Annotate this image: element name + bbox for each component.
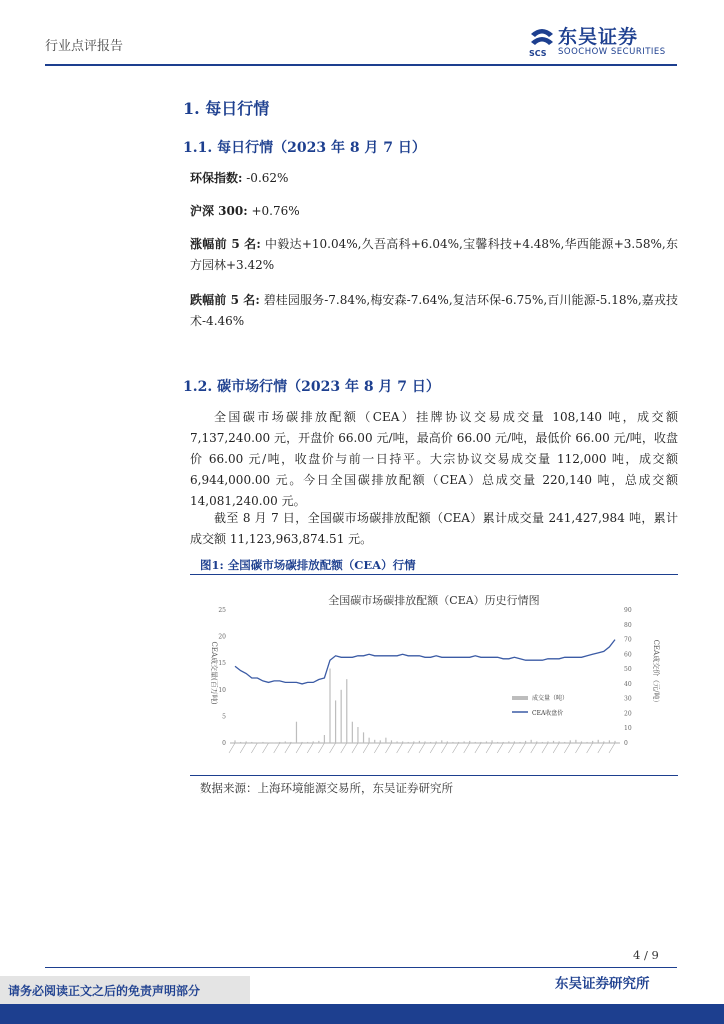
x-tick-mark — [341, 743, 347, 753]
volume-bar — [480, 742, 481, 743]
x-tick-mark — [330, 743, 336, 753]
cumulative-paragraph: 截至 8 月 7 日，全国碳市场碳排放配额（CEA）累计成交量 241,427,984 吨，累计成交额 11,123,963,874.51 元。 — [190, 511, 678, 546]
x-tick-mark — [229, 743, 235, 753]
right-tick-label: 0 — [624, 740, 628, 747]
right-tick-label: 20 — [624, 710, 632, 718]
x-tick-mark — [385, 743, 391, 753]
legend-price: CEA收盘价 — [532, 710, 564, 717]
x-tick-mark — [508, 743, 514, 753]
footer-org: 东吴证券研究所 — [555, 976, 650, 992]
x-tick-mark — [419, 743, 425, 753]
volume-bar — [564, 742, 565, 743]
volume-bar — [240, 742, 241, 743]
x-axis-tick-marks — [229, 743, 615, 753]
volume-bar — [464, 741, 465, 743]
volume-bar — [441, 740, 442, 743]
volume-bar — [296, 722, 297, 743]
volume-bar — [447, 741, 448, 743]
left-axis-ticks — [218, 607, 226, 747]
right-tick-label: 10 — [624, 725, 632, 733]
volume-bar — [614, 741, 615, 743]
volume-bar — [246, 741, 247, 743]
section-1-heading: 1. 每日行情 — [183, 99, 270, 118]
volume-bar — [413, 741, 414, 743]
volume-bar — [598, 740, 599, 743]
left-tick-label: 10 — [218, 686, 226, 694]
volume-bar — [335, 700, 336, 743]
volume-bar — [452, 742, 453, 743]
volume-bar — [396, 741, 397, 743]
volume-bar — [469, 741, 470, 743]
volume-bar — [575, 740, 576, 743]
volume-bar — [341, 690, 342, 743]
legend-volume: 成交量（吨） — [532, 695, 569, 702]
x-tick-mark — [251, 743, 257, 753]
volume-bars — [234, 669, 615, 743]
right-tick-label: 80 — [624, 621, 632, 629]
x-tick-mark — [441, 743, 447, 753]
volume-bar — [374, 740, 375, 743]
left-tick-label: 15 — [218, 660, 226, 668]
volume-bar — [352, 722, 353, 743]
x-tick-mark — [374, 743, 380, 753]
x-tick-mark — [531, 743, 537, 753]
right-tick-label: 30 — [624, 695, 632, 703]
x-tick-mark — [475, 743, 481, 753]
volume-bar — [436, 741, 437, 743]
x-tick-mark — [497, 743, 503, 753]
footer-divider — [45, 967, 677, 968]
logo-mark-icon — [527, 24, 557, 58]
volume-bar — [430, 742, 431, 743]
top-gainers-paragraph: 涨幅前 5 名: 中毅达+10.04%,久吾高科+6.04%,宝馨科技+4.48%,华西能源+3.58%,东方园林+3.42% — [190, 237, 678, 272]
x-tick-mark — [285, 743, 291, 753]
x-tick-mark — [430, 743, 436, 753]
volume-bar — [385, 738, 386, 743]
volume-bar — [570, 740, 571, 743]
volume-bar — [536, 741, 537, 743]
x-tick-mark — [564, 743, 570, 753]
price-line — [235, 640, 615, 684]
disclaimer-text: 请务必阅读正文之后的免责声明部分 — [8, 984, 201, 998]
volume-bar — [363, 732, 364, 743]
x-tick-mark — [363, 743, 369, 753]
volume-bar — [369, 738, 370, 743]
right-axis-ticks — [624, 607, 632, 747]
x-tick-mark — [520, 743, 526, 753]
left-axis-label: CEA成交量(百万吨) — [210, 641, 218, 705]
volume-bar — [531, 740, 532, 743]
volume-bar — [497, 742, 498, 743]
volume-bar — [559, 741, 560, 743]
section-1-2-heading: 1.2. 碳市场行情（2023 年 8 月 7 日） — [183, 379, 440, 395]
volume-bar — [475, 742, 476, 743]
volume-bar — [301, 742, 302, 743]
volume-bar — [357, 727, 358, 743]
legend-swatch-volume — [512, 696, 528, 700]
x-tick-mark — [296, 743, 302, 753]
volume-bar — [609, 740, 610, 743]
left-tick-label: 0 — [222, 740, 226, 747]
volume-bar — [408, 742, 409, 743]
left-tick-label: 20 — [218, 633, 226, 641]
volume-bar — [586, 742, 587, 743]
right-tick-label: 70 — [624, 636, 632, 644]
volume-bar — [324, 735, 325, 743]
x-tick-mark — [486, 743, 492, 753]
x-tick-mark — [307, 743, 313, 753]
volume-bar — [318, 741, 319, 743]
data-source: 数据来源：上海环境能源交易所，东吴证券研究所 — [200, 781, 453, 795]
volume-bar — [346, 679, 347, 743]
svg-text:SCS: SCS — [529, 49, 547, 58]
x-tick-mark — [587, 743, 593, 753]
volume-bar — [262, 742, 263, 743]
x-tick-mark — [609, 743, 615, 753]
carbon-market-paragraph: 全国碳市场碳排放配额（CEA）挂牌协议交易成交量 108,140 吨，成交额 7,137,240.00 元，开盘价 66.00 元/吨，最高价 66.00 元/吨，最低价 66.00 元/吨，收盘价 66.00 元/吨，收盘价与前一日持平。大宗协议交易成交量 112,000 吨，成交额 6,944,000.00 元。今日全国碳排放配额（CEA）总成交量 220,140 吨，总成交额 14,081,240.00 元。 — [190, 410, 678, 508]
header-divider — [45, 64, 677, 66]
chart-legend — [512, 694, 568, 717]
volume-bar — [592, 741, 593, 743]
left-tick-label: 25 — [218, 607, 226, 614]
volume-bar — [268, 742, 269, 743]
volume-bar — [279, 742, 280, 743]
volume-bar — [519, 742, 520, 743]
x-tick-mark — [408, 743, 414, 753]
chart-title: 全国碳市场碳排放配额（CEA）历史行情图 — [328, 594, 540, 607]
x-tick-mark — [240, 743, 246, 753]
volume-bar — [290, 742, 291, 743]
volume-bar — [380, 740, 381, 743]
volume-bar — [525, 741, 526, 743]
volume-bar — [542, 742, 543, 743]
volume-bar — [491, 740, 492, 743]
left-tick-label: 5 — [222, 713, 226, 721]
x-tick-mark — [263, 743, 269, 753]
top-losers-paragraph: 跌幅前 5 名: 碧桂园服务-7.84%,梅安森-7.64%,复洁环保-6.75%,百川能源-5.18%,嘉戎技术-4.46% — [190, 293, 678, 328]
volume-bar — [391, 740, 392, 743]
x-tick-mark — [397, 743, 403, 753]
volume-bar — [553, 741, 554, 743]
volume-bar — [402, 741, 403, 743]
volume-bar — [419, 741, 420, 743]
right-tick-label: 90 — [624, 607, 632, 614]
x-tick-mark — [464, 743, 470, 753]
x-tick-mark — [542, 743, 548, 753]
volume-bar — [251, 742, 252, 743]
volume-bar — [581, 741, 582, 743]
volume-bar — [508, 741, 509, 743]
volume-bar — [458, 742, 459, 743]
volume-bar — [514, 741, 515, 743]
right-tick-label: 40 — [624, 680, 632, 688]
hs300-line: 沪深 300: +0.76% — [190, 204, 300, 218]
volume-bar — [424, 741, 425, 743]
right-tick-label: 50 — [624, 666, 632, 674]
logo-text-en: SOOCHOW SECURITIES — [558, 47, 666, 57]
volume-bar — [603, 741, 604, 743]
x-tick-mark — [453, 743, 459, 753]
right-tick-label: 60 — [624, 651, 632, 659]
x-tick-mark — [274, 743, 280, 753]
volume-bar — [257, 742, 258, 743]
volume-bar — [313, 741, 314, 743]
x-tick-mark — [575, 743, 581, 753]
right-axis-label: CEA成交价（元/吨） — [652, 639, 660, 707]
volume-bar — [503, 742, 504, 743]
cea-history-chart — [192, 578, 676, 774]
bottom-strip — [0, 1004, 724, 1024]
volume-bar — [329, 669, 330, 743]
volume-bar — [486, 741, 487, 743]
section-1-1-heading: 1.1. 每日行情（2023 年 8 月 7 日） — [183, 140, 426, 156]
volume-bar — [234, 740, 235, 743]
logo-text-cn: 东吴证券 — [558, 26, 639, 48]
figure-caption: 图1: 全国碳市场碳排放配额（CEA）行情 — [200, 558, 416, 572]
figure-bottom-rule — [190, 775, 678, 776]
page-number: 4 / 9 — [633, 948, 659, 962]
env-index-line: 环保指数: -0.62% — [190, 171, 289, 185]
x-tick-mark — [553, 743, 559, 753]
x-tick-mark — [598, 743, 604, 753]
volume-bar — [547, 741, 548, 743]
x-tick-mark — [318, 743, 324, 753]
x-tick-mark — [352, 743, 358, 753]
volume-bar — [285, 741, 286, 743]
report-type-label: 行业点评报告 — [45, 39, 124, 54]
volume-bar — [307, 742, 308, 743]
volume-bar — [274, 742, 275, 743]
